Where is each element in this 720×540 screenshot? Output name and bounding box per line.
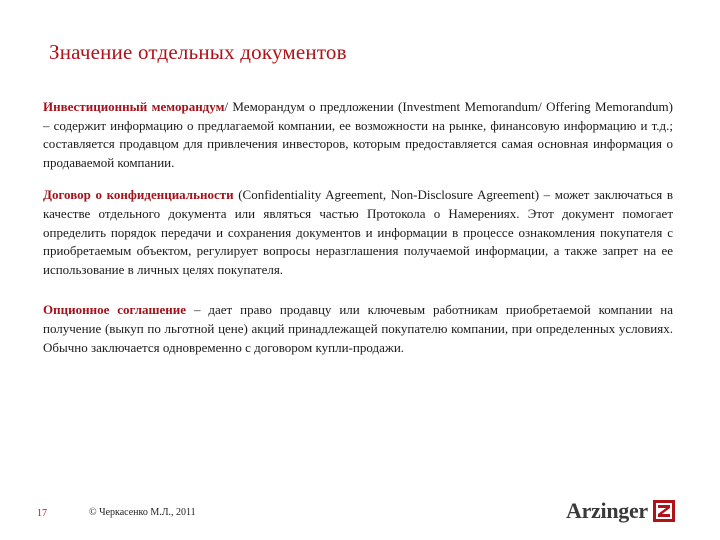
copyright-notice: © Черкасенко М.Л., 2011 [89, 507, 196, 518]
term-confidentiality-agreement: Договор о конфиденциальности [43, 187, 234, 203]
paragraph-text: / Меморандум о предложении (Investment Memorandum/ Offering Memorandum) – содержит информацию о предлагаемой компании, ее возможности на рынке, финансовую информацию и т.д.; составляется продавцом для привлечения инвесторов, которым предоставляется самая основная информация о продаваемой компании. [43, 99, 673, 170]
paragraph-option-agreement [43, 301, 673, 357]
paragraph-confidentiality-agreement [43, 186, 673, 279]
term-investment-memorandum: Инвестиционный меморандум [43, 99, 225, 114]
term-option-agreement: Опционное соглашение [43, 302, 187, 318]
arzinger-z-mark-icon [653, 500, 675, 522]
paragraph-text: (Confidentiality Agreement, Non-Disclosure Agreement) – может заключаться в качестве отдельного документа или являться частью Протокола о Намерениях. Этот документ помогает определить порядок передачи и сохранения документов и информации в процессе ознакомления покупателя с приобретаемым объектом, регулирует вопросы неразглашения получаемой информации, а также запрет на ее использование в личных целях покупателя. [43, 187, 674, 277]
paragraph-text: – дает право продавцу или ключевым работникам приобретаемой компании на получение (выкуп по льготной цене) акций принадлежащей покупателю компании, при определенных условиях. Обычно заключается одновременно с договором купли-продажи. [43, 302, 674, 355]
slide-title: Значение отдельных документов [49, 40, 347, 64]
arzinger-logo [566, 498, 675, 524]
logo-text: Arzinger [566, 498, 648, 523]
page-number: 17 [37, 508, 47, 519]
paragraph-investment-memorandum [43, 98, 673, 172]
slide-content [43, 98, 673, 371]
